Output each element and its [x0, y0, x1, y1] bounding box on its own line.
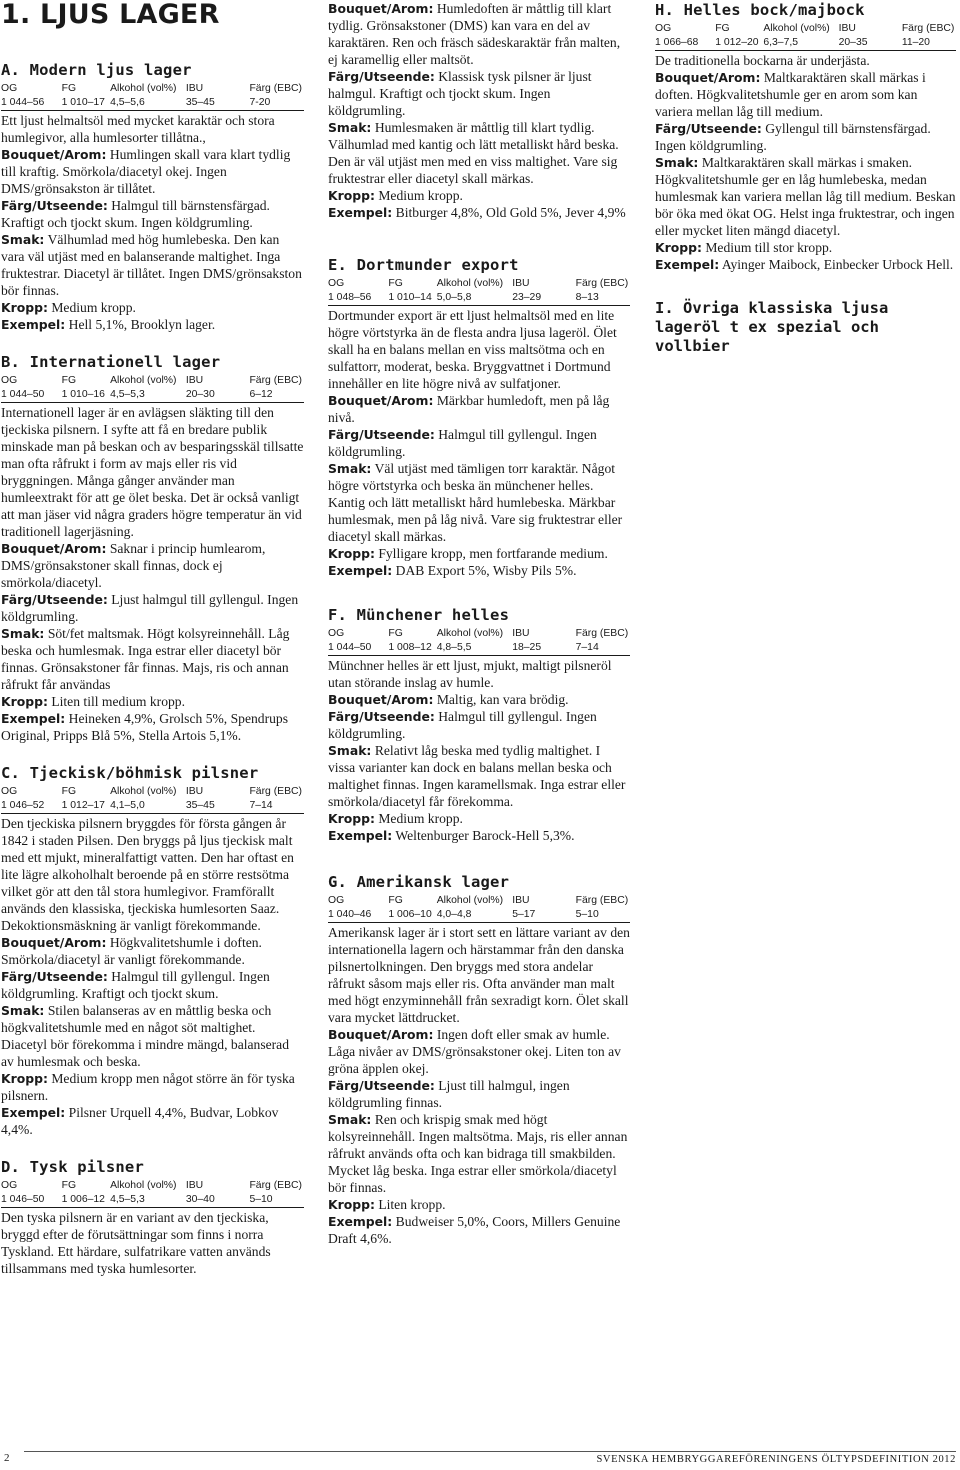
- aroma-field: [328, 1026, 630, 1077]
- stat-header-ebc: Färg (EBC): [249, 1180, 302, 1191]
- body-field: [655, 239, 956, 256]
- stat-header-fg: FG: [61, 1180, 77, 1191]
- color-text: Halmgul till gyllengul. Ingen köldgrumling.: [328, 427, 597, 459]
- body-field: [328, 545, 630, 562]
- page-number: 2: [4, 1452, 10, 1464]
- body-field: [1, 299, 304, 316]
- body-field: [328, 187, 630, 204]
- flavor-text: Söt/fet maltsmak. Högt kolsyreinnehåll. Låg beska och humlesmak. Inga estrar eller diacetyl bör finnas. Grönsakstoner får finnas. Majs, ris och annan råfrukt får användas: [1, 626, 290, 692]
- aroma-text: Maltkaraktären skall märkas i doften. Högkvalitetshumle ger en arom som kan variera mellan låg till medium.: [655, 70, 926, 119]
- stat-ebc: 7–14: [575, 642, 599, 653]
- stat-ebc: 8–13: [575, 292, 599, 303]
- style-description: Den tjeckiska pilsnern bryggdes för första gången år 1842 i staden Pilsen. Den bryggs på ljus tjeckisk malt med ett mjukt, mineralfattigt vatten. Den har oftast en lite lägre alkoholhalt beroende på en större restsötma vilket gör att den tål stora humlegivor. Framförallt används den klassiska, tjeckiska humlesorten Saaz. Dekoktionsmäskning är vanligt förekommande.: [1, 816, 294, 933]
- color-label: Färg/Utseende:: [1, 969, 108, 984]
- body-text: Liten till medium kropp.: [51, 694, 185, 709]
- stat-og: 1 066–68: [655, 37, 699, 48]
- flavor-label: Smak:: [655, 155, 699, 170]
- examples-text: Hell 5,1%, Brooklyn lager.: [68, 317, 216, 332]
- color-text: Gyllengul till bärnstensfärgad. Ingen köldgrumling.: [655, 121, 931, 153]
- aroma-field: [328, 392, 630, 426]
- examples-field: [1, 1104, 304, 1138]
- flavor-field: [328, 742, 630, 810]
- stat-abv: 4,5–5,6: [110, 97, 145, 108]
- stat-header-abv: Alkohol (vol%): [110, 375, 177, 386]
- stats-header-row: [1, 373, 304, 388]
- stat-ibu: 20–30: [185, 389, 215, 400]
- stat-header-og: OG: [328, 278, 345, 289]
- aroma-text: Maltig, kan vara brödig.: [436, 692, 569, 707]
- examples-field: [1, 710, 304, 744]
- flavor-field: [1, 231, 304, 299]
- stat-og: 1 044–50: [1, 389, 45, 400]
- stat-header-abv: Alkohol (vol%): [436, 895, 504, 906]
- aroma-text: Humledoften är måttlig till klart tydlig. Grönsakstoner (DMS) kan vara en del av karaktären. Ren och fräsch sädeskaraktär från malten, ej karamellig eller maltsöt.: [328, 1, 621, 67]
- stat-ibu: 35–45: [185, 800, 215, 811]
- stats-header-row: [328, 893, 630, 908]
- examples-field: [328, 827, 630, 844]
- stat-fg: 1 006–10: [388, 909, 432, 920]
- column-left: [1, 0, 304, 1277]
- stats-header-row: [328, 626, 630, 641]
- footer-rule: [24, 1451, 956, 1452]
- stats-header-row: [1, 1178, 304, 1193]
- flavor-field: [328, 1111, 630, 1196]
- flavor-label: Smak:: [1, 232, 45, 247]
- stat-header-og: OG: [1, 375, 18, 386]
- stat-header-ibu: IBU: [185, 375, 204, 386]
- stat-header-og: OG: [1, 786, 18, 797]
- color-text: Halmgul till gyllengul. Ingen köldgrumling.: [328, 709, 597, 741]
- style-description: Ett ljust helmaltsöl med mycket karaktär och stora humlegivor, alla humlesorter tillåtna.,: [1, 113, 275, 145]
- aroma-field: [328, 0, 630, 68]
- color-label: Färg/Utseende:: [328, 427, 435, 442]
- aroma-text: Saknar i princip humlearom, DMS/grönsakstoner skall finnas, dock ej smörkola/diacetyl.: [1, 541, 266, 590]
- style-section-d: [1, 1157, 304, 1277]
- stat-abv: 4,5–5,3: [110, 389, 145, 400]
- stat-abv: 6,3–7,5: [763, 37, 799, 48]
- color-field: [1, 968, 304, 1002]
- column-right: [655, 0, 956, 356]
- stat-ibu: 20–35: [838, 37, 868, 48]
- stat-header-ebc: Färg (EBC): [249, 83, 302, 94]
- style-section-e: [328, 255, 630, 579]
- stat-header-ebc: Färg (EBC): [575, 278, 629, 289]
- flavor-field: [1, 1002, 304, 1070]
- style-description: Amerikansk lager är i stort sett en lättare variant av den internationella lagern och härstammar från den danska pilsnertolkningen. Den bryggs med stora andelar råfrukt såsom majs eller ris. Ofta använder man malt med högt enzyminnehåll från sexradigt korn. Ölet skall vara mycket lättdrucket.: [328, 925, 630, 1025]
- stats-values-row: [1, 388, 304, 403]
- style-section-h: [655, 0, 956, 273]
- color-field: [655, 120, 956, 154]
- stat-header-abv: Alkohol (vol%): [763, 23, 830, 34]
- examples-label: Exempel:: [328, 1214, 393, 1229]
- stat-header-abv: Alkohol (vol%): [110, 786, 177, 797]
- body-text: Liten kropp.: [378, 1197, 446, 1212]
- stat-header-ebc: Färg (EBC): [575, 895, 629, 906]
- flavor-field: [328, 119, 630, 187]
- stat-fg: 1 010–17: [61, 97, 105, 108]
- stat-header-ibu: IBU: [185, 1180, 204, 1191]
- stat-fg: 1 006–12: [61, 1194, 105, 1205]
- style-heading: G. Amerikansk lager: [328, 873, 510, 891]
- stats-header-row: [1, 784, 304, 799]
- examples-text: Budweiser 5,0%, Coors, Millers Genuine Draft 4,6%.: [328, 1214, 621, 1246]
- style-description: Internationell lager är en avlägsen släkting till den tjeckiska pilsnern. I syfte att få en bredare publik minskade man på beskan och av besparingsskäl tillsatte man ofta råfrukt i form av majs eller ris vid bryggningen. Många gånger använder man humleextrakt för att ge ölet beska. Det är också vanligt att man jäser vid några graders högre temperatur än vid traditionell lagerjäsning.: [1, 405, 304, 539]
- aroma-text: Märkbar humledoft, men på låg nivå.: [328, 393, 610, 425]
- stat-ibu: 5–17: [512, 909, 536, 920]
- style-heading: C. Tjeckisk/böhmisk pilsner: [1, 764, 259, 782]
- flavor-field: [328, 460, 630, 545]
- color-text: Halmgul till gyllengul. Ingen köldgrumling. Kraftigt och tjockt skum.: [1, 969, 270, 1001]
- stat-header-fg: FG: [388, 628, 403, 639]
- aroma-label: Bouquet/Arom:: [328, 1, 434, 16]
- body-label: Kropp:: [328, 811, 375, 826]
- stats-values-row: [328, 908, 630, 923]
- flavor-label: Smak:: [1, 1003, 45, 1018]
- stat-abv: 4,1–5,0: [110, 800, 145, 811]
- examples-text: Weltenburger Barock-Hell 5,3%.: [395, 828, 575, 843]
- style-description: Den tyska pilsnern är en variant av den tjeckiska, bryggd efter de förutsättningar som finns i norra Tyskland. Ett härdare, sulfatrikare vatten används tillsammans med tyska humlesorter.: [1, 1210, 271, 1276]
- stat-ebc: 6–12: [249, 389, 273, 400]
- stat-header-ibu: IBU: [512, 278, 530, 289]
- flavor-label: Smak:: [328, 120, 372, 135]
- stat-ebc: 7–14: [249, 800, 273, 811]
- body-field: [1, 693, 304, 710]
- style-heading: B. Internationell lager: [1, 353, 221, 371]
- stats-values-row: [1, 1193, 304, 1208]
- aroma-label: Bouquet/Arom:: [328, 393, 434, 408]
- style-section-g: [328, 872, 630, 1247]
- color-field: [328, 708, 630, 742]
- stat-header-fg: FG: [388, 278, 403, 289]
- stat-header-og: OG: [1, 83, 18, 94]
- body-text: Medium kropp.: [378, 188, 463, 203]
- style-section-b: [1, 352, 304, 744]
- examples-label: Exempel:: [328, 828, 393, 843]
- stat-header-abv: Alkohol (vol%): [436, 628, 504, 639]
- stat-header-ibu: IBU: [512, 628, 530, 639]
- stat-ibu: 35–45: [185, 97, 215, 108]
- style-heading: E. Dortmunder export: [328, 256, 519, 274]
- stat-ibu: 30–40: [185, 1194, 215, 1205]
- examples-label: Exempel:: [328, 205, 393, 220]
- stats-values-row: [655, 36, 956, 51]
- body-field: [328, 810, 630, 827]
- stat-header-fg: FG: [61, 375, 77, 386]
- aroma-field: [1, 146, 304, 197]
- stat-og: 1 044–50: [328, 642, 372, 653]
- aroma-text: Humlingen skall vara klart tydlig till kraftig. Smörkola/diacetyl okej. Ingen DMS/grönsakston är tillåtet.: [1, 147, 291, 196]
- page-title: 1. LJUS LAGER: [1, 0, 220, 30]
- examples-field: [328, 204, 630, 221]
- body-text: Medium kropp.: [51, 300, 136, 315]
- style-heading: H. Helles bock/majbock: [655, 1, 865, 19]
- stat-header-og: OG: [328, 628, 345, 639]
- flavor-label: Smak:: [328, 461, 372, 476]
- aroma-text: Ingen doft eller smak av humle. Låga nivåer av DMS/grönsakstoner okej. Liten ton av gröna äpplen okej.: [328, 1027, 621, 1076]
- style-heading: A. Modern ljus lager: [1, 61, 192, 79]
- stat-fg: 1 008–12: [388, 642, 432, 653]
- color-field: [328, 426, 630, 460]
- color-label: Färg/Utseende:: [1, 592, 108, 607]
- aroma-field: [1, 934, 304, 968]
- examples-label: Exempel:: [1, 317, 66, 332]
- stat-header-abv: Alkohol (vol%): [110, 1180, 177, 1191]
- flavor-text: Humlesmaken är måttlig till klart tydlig. Välhumlad med kantig och lätt metalliskt hård beska. Den är väl utjäst men med en viss maltighet. Vare sig fruktestrar eller diacetyl skall märkas.: [328, 120, 619, 186]
- style-section-d-continued: [328, 0, 630, 221]
- body-text: Medium kropp.: [378, 811, 463, 826]
- examples-label: Exempel:: [655, 257, 720, 272]
- stat-header-ibu: IBU: [185, 786, 204, 797]
- examples-text: DAB Export 5%, Wisby Pils 5%.: [395, 563, 577, 578]
- stat-header-ibu: IBU: [185, 83, 204, 94]
- stats-values-row: [328, 641, 630, 656]
- aroma-text: Högkvalitetshumle i doften. Smörkola/diacetyl är vanligt förekommande.: [1, 935, 262, 967]
- style-heading: D. Tysk pilsner: [1, 1158, 144, 1176]
- body-label: Kropp:: [1, 1071, 48, 1086]
- stat-header-fg: FG: [61, 83, 77, 94]
- stat-abv: 5,0–5,8: [436, 292, 472, 303]
- style-heading: F. Münchener helles: [328, 606, 510, 624]
- body-text: Medium till stor kropp.: [705, 240, 833, 255]
- aroma-label: Bouquet/Arom:: [328, 692, 434, 707]
- footer-text: SVENSKA HEMBRYGGAREFÖRENINGENS ÖLTYPSDEFINITION 2012: [596, 1454, 956, 1465]
- color-text: Ljust till halmgul, ingen köldgrumling finnas.: [328, 1078, 570, 1110]
- aroma-field: [1, 540, 304, 591]
- stat-header-og: OG: [1, 1180, 18, 1191]
- color-field: [328, 68, 630, 119]
- stats-values-row: [1, 799, 304, 814]
- stat-header-ebc: Färg (EBC): [249, 375, 302, 386]
- aroma-label: Bouquet/Arom:: [1, 935, 107, 950]
- stats-header-row: [328, 276, 630, 291]
- flavor-label: Smak:: [1, 626, 45, 641]
- column-middle: [328, 0, 630, 1247]
- body-label: Kropp:: [328, 546, 375, 561]
- flavor-label: Smak:: [328, 1112, 372, 1127]
- stat-fg: 1 010–16: [61, 389, 105, 400]
- stat-og: 1 048–56: [328, 292, 372, 303]
- stat-ibu: 18–25: [512, 642, 542, 653]
- examples-text: Pilsner Urquell 4,4%, Budvar, Lobkov 4,4%.: [1, 1105, 279, 1137]
- stat-ebc: 5–10: [575, 909, 599, 920]
- color-label: Färg/Utseende:: [328, 69, 435, 84]
- color-text: Klassisk tysk pilsner är ljust halmgul. Kraftigt och tjockt skum. Ingen köldgrumling.: [328, 69, 592, 118]
- color-text: Ljust halmgul till gyllengul. Ingen köldgrumling.: [1, 592, 299, 624]
- style-section-c: [1, 763, 304, 1138]
- flavor-text: Väl utjäst med tämligen torr karaktär. Något högre vörtstyrka och beska än münchener helles. Kantig och lätt metalliskt hård humlebeska. Märkbar humlesmak, men på låg nivå. Vare sig fruktestrar eller diacetyl skall märkas.: [328, 461, 623, 544]
- examples-text: Heineken 4,9%, Grolsch 5%, Spendrups Original, Pripps Blå 5%, Stella Artois 5,1%.: [1, 711, 289, 743]
- body-label: Kropp:: [328, 1197, 375, 1212]
- color-field: [1, 197, 304, 231]
- examples-field: [655, 256, 956, 273]
- stat-header-ibu: IBU: [512, 895, 530, 906]
- body-label: Kropp:: [1, 300, 48, 315]
- stat-header-ebc: Färg (EBC): [901, 23, 955, 34]
- stat-og: 1 040–46: [328, 909, 372, 920]
- examples-label: Exempel:: [328, 563, 393, 578]
- stat-header-fg: FG: [388, 895, 403, 906]
- examples-field: [328, 562, 630, 579]
- stat-og: 1 046–50: [1, 1194, 45, 1205]
- stat-fg: 1 010–14: [388, 292, 432, 303]
- stat-header-fg: FG: [715, 23, 730, 34]
- stat-ebc: 7-20: [249, 97, 271, 108]
- stat-header-fg: FG: [61, 786, 77, 797]
- aroma-label: Bouquet/Arom:: [655, 70, 761, 85]
- body-label: Kropp:: [328, 188, 375, 203]
- flavor-text: Välhumlad med hög humlebeska. Den kan vara väl utjäst med en balanserande maltighet. Inga fruktestrar. Diacetyl är tillåtet. Ingen DMS/grönsakston bör finnas.: [1, 232, 302, 298]
- stat-abv: 4,8–5,5: [436, 642, 472, 653]
- style-description: De traditionella bockarna är underjästa.: [655, 53, 870, 68]
- stat-header-og: OG: [328, 895, 345, 906]
- aroma-field: [655, 69, 956, 120]
- body-text: Fylligare kropp, men fortfarande medium.: [378, 546, 608, 561]
- stats-values-row: [328, 291, 630, 306]
- stat-og: 1 044–56: [1, 97, 45, 108]
- color-text: Halmgul till bärnstensfärgad. Kraftigt och tjockt skum. Ingen köldgrumling.: [1, 198, 270, 230]
- stat-fg: 1 012–20: [715, 37, 759, 48]
- examples-field: [1, 316, 304, 333]
- flavor-text: Stilen balanseras av en måttlig beska och högkvalitetshumle med en något söt maltighet. Diacetyl bör förekomma i mindre mängd, balanserad av humlesmak och beska.: [1, 1003, 290, 1069]
- stat-header-og: OG: [655, 23, 672, 34]
- aroma-label: Bouquet/Arom:: [1, 541, 107, 556]
- stats-header-row: [1, 81, 304, 96]
- flavor-label: Smak:: [328, 743, 372, 758]
- color-label: Färg/Utseende:: [655, 121, 762, 136]
- flavor-field: [1, 625, 304, 693]
- body-label: Kropp:: [1, 694, 48, 709]
- stat-ebc: 5–10: [249, 1194, 273, 1205]
- flavor-text: Ren och krispig smak med högt kolsyreinnehåll. Ingen maltsötma. Majs, ris eller annan råfrukt används ofta och kan bidraga till smakbilden. Mycket låg beska. Inga estrar eller smörkola/diacetyl bör finnas.: [328, 1112, 628, 1195]
- color-label: Färg/Utseende:: [1, 198, 108, 213]
- style-section-f: [328, 605, 630, 844]
- stat-ebc: 11–20: [901, 37, 930, 48]
- style-description: Dortmunder export är ett ljust helmaltsöl med en lite högre vörtstyrka än de flesta andra ljusa lageröl. Ölet skall ha en balans mellan en viss maltsötma och en sulfattorr, moderat, beska. Bryggvattnet i Dortmund innehåller en lite högre nivå av sulfatjoner.: [328, 308, 617, 391]
- aroma-label: Bouquet/Arom:: [328, 1027, 434, 1042]
- stat-abv: 4,5–5,3: [110, 1194, 145, 1205]
- color-field: [328, 1077, 630, 1111]
- aroma-label: Bouquet/Arom:: [1, 147, 107, 162]
- stat-header-abv: Alkohol (vol%): [436, 278, 504, 289]
- color-label: Färg/Utseende:: [328, 1078, 435, 1093]
- style-description: Münchner helles är ett ljust, mjukt, maltigt pilsneröl utan störande inslag av humle.: [328, 658, 612, 690]
- flavor-text: Relativt låg beska med tydlig maltighet. I vissa varianter kan dock en balans mellan beska och maltighet finnas. Ingen karamellsmak. Inga estrar eller smörkola/diacetyl får förekomma.: [328, 743, 626, 809]
- stat-og: 1 046–52: [1, 800, 45, 811]
- color-label: Färg/Utseende:: [328, 709, 435, 724]
- body-text: Medium kropp men något större än för tyska pilsnern.: [1, 1071, 295, 1103]
- stat-abv: 4,0–4,8: [436, 909, 472, 920]
- flavor-field: [655, 154, 956, 239]
- stat-header-ebc: Färg (EBC): [249, 786, 302, 797]
- stats-header-row: [655, 21, 956, 36]
- examples-field: [328, 1213, 630, 1247]
- stat-header-abv: Alkohol (vol%): [110, 83, 177, 94]
- body-field: [328, 1196, 630, 1213]
- other-styles-heading: I. Övriga klassiska ljusa lageröl t ex spezial och vollbier: [655, 299, 889, 355]
- examples-text: Ayinger Maibock, Einbecker Urbock Hell.: [721, 257, 954, 272]
- stat-fg: 1 012–17: [61, 800, 105, 811]
- examples-label: Exempel:: [1, 711, 66, 726]
- style-section-a: [1, 60, 304, 333]
- examples-text: Bitburger 4,8%, Old Gold 5%, Jever 4,9%: [395, 205, 626, 220]
- examples-label: Exempel:: [1, 1105, 66, 1120]
- stat-header-ebc: Färg (EBC): [575, 628, 629, 639]
- color-field: [1, 591, 304, 625]
- stats-values-row: [1, 96, 304, 111]
- aroma-field: [328, 691, 630, 708]
- stat-ibu: 23–29: [512, 292, 542, 303]
- body-label: Kropp:: [655, 240, 702, 255]
- stat-header-ibu: IBU: [838, 23, 856, 34]
- flavor-text: Maltkaraktären skall märkas i smaken. Högkvalitetshumle ger en låg humlebeska, medan humlesmak kan variera mellan låg till medium. Beskan bör öka med ökat OG. Helst inga fruktestrar, och ingen eller mycket liten mängd diacetyl.: [655, 155, 956, 238]
- body-field: [1, 1070, 304, 1104]
